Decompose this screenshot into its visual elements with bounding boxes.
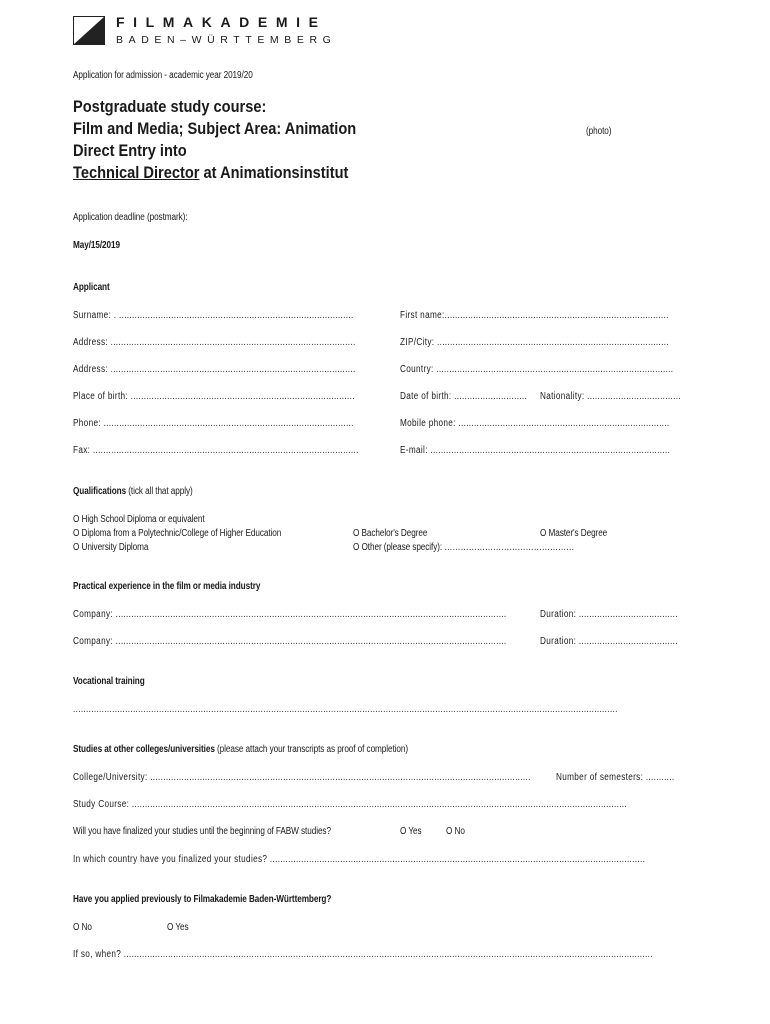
title-line-4: [73, 162, 356, 184]
page-title: [73, 96, 356, 184]
logo-mark-icon: [73, 16, 105, 45]
previous-when-field[interactable]: If so, when? ...........................................................................................................................................................................................................: [73, 949, 653, 960]
title-line-1: Postgraduate study course:: [73, 97, 267, 116]
email-field[interactable]: E-mail: ............................................................................................: [400, 445, 671, 456]
finalized-yes-option[interactable]: O Yes: [400, 826, 422, 837]
photo-placeholder[interactable]: (photo): [586, 126, 612, 137]
checkbox-bachelors[interactable]: O Bachelor's Degree: [353, 528, 428, 539]
phone-field[interactable]: Phone: ................................................................................................: [73, 418, 354, 429]
previous-no-option[interactable]: O No: [73, 922, 92, 933]
experience-heading: Practical experience in the film or media industry: [73, 581, 261, 592]
checkbox-university-diploma[interactable]: O University Diploma: [73, 542, 149, 553]
application-year: Application for admission - academic year 2019/20: [73, 70, 253, 81]
other-specify-field[interactable]: …………………………………………: [444, 542, 575, 553]
duration-field-2[interactable]: Duration: ......................................: [540, 636, 678, 647]
deadline-label: Application deadline (postmark):: [73, 212, 188, 223]
nationality-field[interactable]: Nationality: ....................................: [540, 391, 681, 402]
checkbox-masters[interactable]: O Master's Degree: [540, 528, 608, 539]
previous-yes-option[interactable]: O Yes: [167, 922, 189, 933]
address-field-2[interactable]: Address: ..............................................................................................: [73, 364, 356, 375]
finalized-question: Will you have finalized your studies until the beginning of FABW studies?: [73, 826, 331, 837]
company-field-2[interactable]: Company: ......................................................................................................................................................: [73, 636, 507, 647]
studies-heading: [73, 744, 408, 755]
title-underlined: Technical Director: [73, 163, 200, 182]
first-name-field[interactable]: First name:......................................................................................: [400, 310, 669, 321]
title-rest: at Animationsinstitut: [199, 163, 349, 182]
date-of-birth-field[interactable]: Date of birth: ............................: [400, 391, 528, 402]
address-field-1[interactable]: Address: ..............................................................................................: [73, 337, 356, 348]
semesters-field[interactable]: Number of semesters: ...........: [556, 772, 675, 783]
logo-subtitle: BADEN–WÜRTTEMBERG: [116, 34, 337, 46]
title-line-3: Direct Entry into: [73, 141, 187, 160]
title-line-2: Film and Media; Subject Area: Animation: [73, 119, 357, 138]
checkbox-other[interactable]: [353, 542, 574, 553]
duration-field-1[interactable]: Duration: ......................................: [540, 609, 678, 620]
vocational-field[interactable]: .................................................................................................................................................................................................................: [73, 704, 618, 715]
applicant-heading: Applicant: [73, 282, 110, 293]
checkbox-high-school[interactable]: O High School Diploma or equivalent: [73, 514, 205, 525]
other-label: O Other (please specify):: [353, 542, 443, 553]
studies-note: (please attach your transcripts as proof of completion): [217, 744, 409, 755]
college-field[interactable]: College/University: ..................................................................................................................................................: [73, 772, 531, 783]
previous-heading: Have you applied previously to Filmakademie Baden-Württemberg?: [73, 894, 332, 905]
mobile-phone-field[interactable]: Mobile phone: .................................................................................: [400, 418, 670, 429]
fax-field[interactable]: Fax: ......................................................................................................: [73, 445, 359, 456]
finalized-no-option[interactable]: O No: [446, 826, 465, 837]
company-field-1[interactable]: Company: ......................................................................................................................................................: [73, 609, 507, 620]
studies-title: Studies at other colleges/universities: [73, 744, 215, 755]
qualifications-heading: [73, 486, 193, 497]
place-of-birth-field[interactable]: Place of birth: ......................................................................................: [73, 391, 355, 402]
finalized-country-field[interactable]: In which country have you finalized your studies? ................................................................................................................................................: [73, 854, 646, 865]
country-field[interactable]: Country: ...........................................................................................: [400, 364, 674, 375]
surname-field[interactable]: Surname: . ..........................................................................................: [73, 310, 354, 321]
deadline-date: May/15/2019: [73, 240, 120, 251]
logo-title: FILMAKADEMIE: [116, 14, 327, 30]
vocational-heading: Vocational training: [73, 676, 145, 687]
zip-city-field[interactable]: ZIP/City: .........................................................................................: [400, 337, 669, 348]
qualifications-title: Qualifications: [73, 486, 127, 497]
qualifications-note: (tick all that apply): [128, 486, 193, 497]
study-course-field[interactable]: Study Course: ..............................................................................................................................................................................................: [73, 799, 628, 810]
checkbox-polytechnic-diploma[interactable]: O Diploma from a Polytechnic/College of Higher Education: [73, 528, 282, 539]
